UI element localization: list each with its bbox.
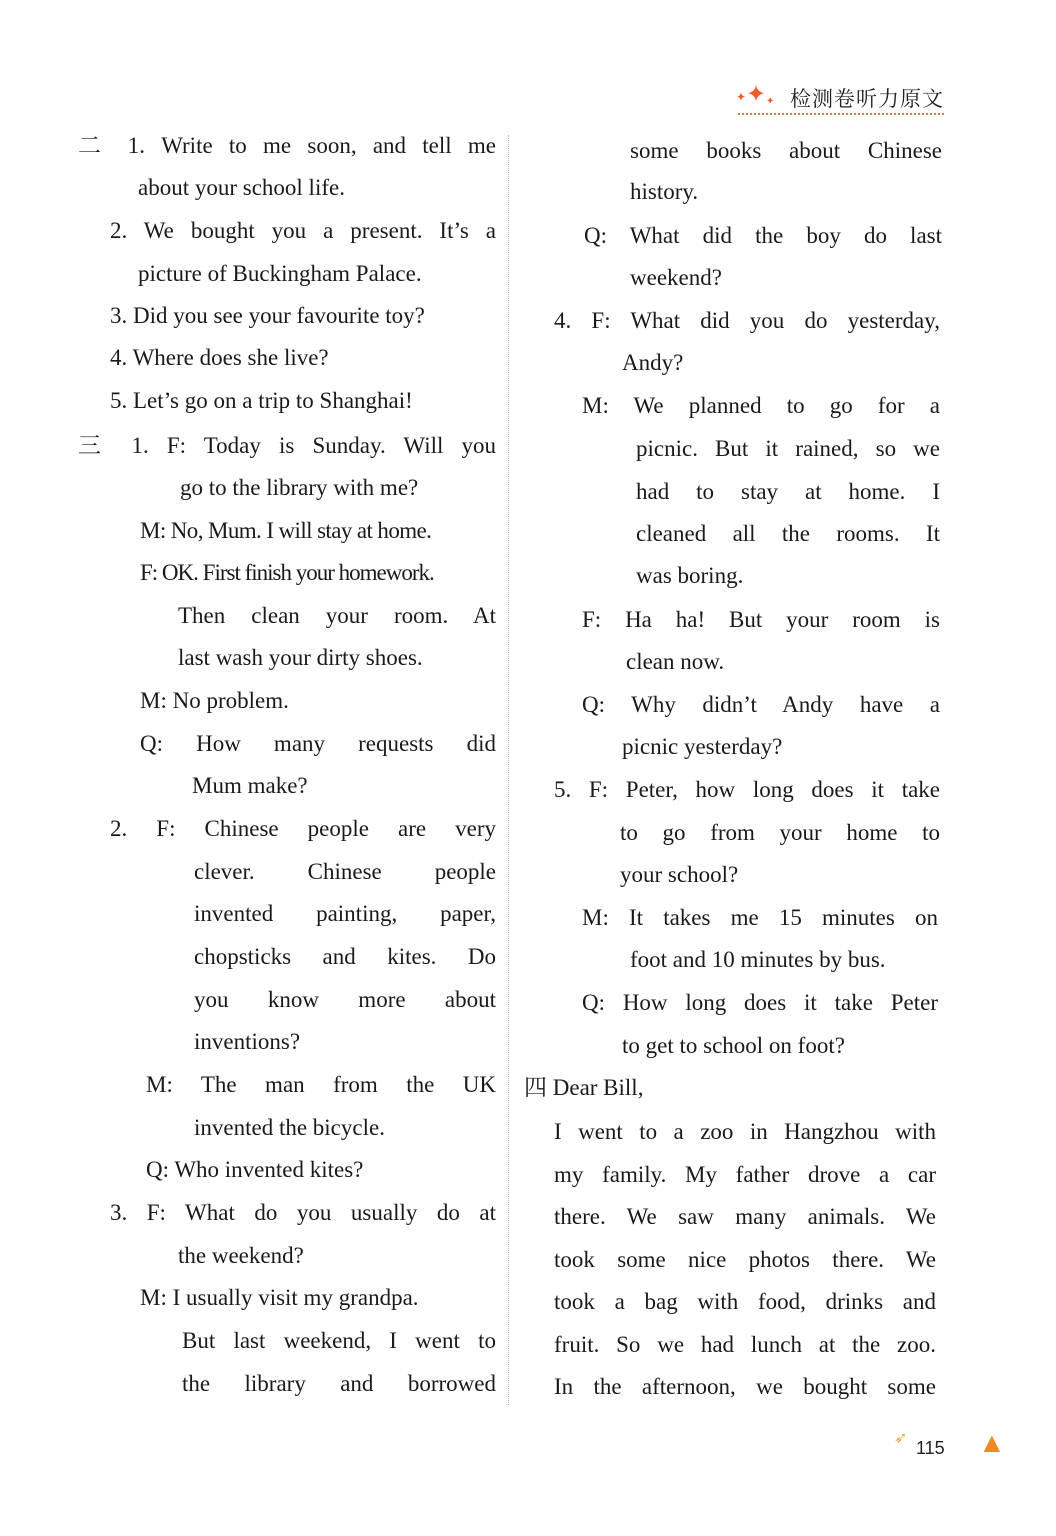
text-line: 3. F: What do you usually do at [110,1200,496,1225]
triangle-decoration-icon: ▲ [978,1428,1006,1459]
text-line: was boring. [636,563,744,588]
text-line: my family. My father drove a car [554,1162,936,1187]
text-line: Mum make? [192,773,308,798]
text-line: invented the bicycle. [194,1115,385,1140]
text-line: Q: What did the boy do last [584,223,942,248]
text-line: 二 1. Write to me soon, and tell me [78,133,496,158]
text-line: F: Ha ha! But your room is [582,607,940,632]
column-divider [508,135,509,1405]
text-line: 4. Where does she live? [110,345,329,370]
text-line: Andy? [622,350,684,375]
text-line: invented painting, paper, [194,901,496,926]
text-line: inventions? [194,1029,301,1054]
text-line: 2. We bought you a present. It’s a [110,218,496,243]
text-line: took a bag with food, drinks and [554,1289,936,1314]
text-line: cleaned all the rooms. It [636,521,940,546]
text-line: M: It takes me 15 minutes on [582,905,938,930]
text-line: you know more about [194,987,496,1012]
text-line: the library and borrowed [182,1371,496,1396]
text-line: M: No problem. [140,688,289,713]
sparkle-stars-icon: ✦ ✦ ✦ [736,82,775,108]
text-line: Q: How many requests did [140,731,496,756]
text-line: 5. Let’s go on a trip to Shanghai! [110,388,413,413]
page-number: 115 [916,1438,945,1458]
text-line: chopsticks and kites. Do [194,944,496,969]
text-line: 3. Did you see your favourite toy? [110,303,425,328]
header-rule [738,113,944,115]
page-footer [880,1428,1056,1536]
text-line: go to the library with me? [180,475,419,500]
text-line: your school? [620,862,739,887]
text-line: took some nice photos there. We [554,1247,936,1272]
text-line: there. We saw many animals. We [554,1204,936,1229]
text-line: fruit. So we had lunch at the zoo. [554,1332,936,1357]
section-title: 检测卷听力原文 [790,87,944,111]
text-line: M: We planned to go for a [582,393,940,418]
text-line: 4. F: What did you do yesterday, [554,308,940,333]
text-line: some books about Chinese [630,138,942,163]
text-line: the weekend? [178,1243,304,1268]
text-line: clever. Chinese people [194,859,496,884]
text-line: But last weekend, I went to [182,1328,496,1353]
text-line: F: OK. First finish your homework. [140,560,434,585]
text-line: Q: How long does it take Peter [582,990,938,1015]
text-line: In the afternoon, we bought some [554,1374,936,1399]
page-header [734,80,944,116]
text-line: to go from your home to [620,820,940,845]
text-line: I went to a zoo in Hangzhou with [554,1119,936,1144]
text-line: 5. F: Peter, how long does it take [554,777,940,802]
text-line: 三 1. F: Today is Sunday. Will you [78,433,496,458]
text-line: Q: Why didn’t Andy have a [582,692,940,717]
text-line: Q: Who invented kites? [146,1157,364,1182]
text-line: M: No, Mum. I will stay at home. [140,518,432,543]
text-line: had to stay at home. I [636,479,940,504]
text-line: about your school life. [138,175,345,200]
text-line: M: The man from the UK [146,1072,496,1097]
text-line: M: I usually visit my grandpa. [140,1285,419,1310]
text-line: Then clean your room. At [178,603,496,628]
text-line: foot and 10 minutes by bus. [630,947,886,972]
text-line: history. [630,179,699,204]
text-line: clean now. [626,649,725,674]
text-line: weekend? [630,265,722,290]
text-line: last wash your dirty shoes. [178,645,423,670]
text-line: picnic. But it rained, so we [636,436,940,461]
text-line: picnic yesterday? [622,734,783,759]
text-line: picture of Buckingham Palace. [138,261,422,286]
text-line: to get to school on foot? [622,1033,845,1058]
text-line: 四 Dear Bill, [524,1075,644,1100]
text-line: 2. F: Chinese people are very [110,816,496,841]
arrow-swoosh-icon: ➶ [894,1430,908,1447]
